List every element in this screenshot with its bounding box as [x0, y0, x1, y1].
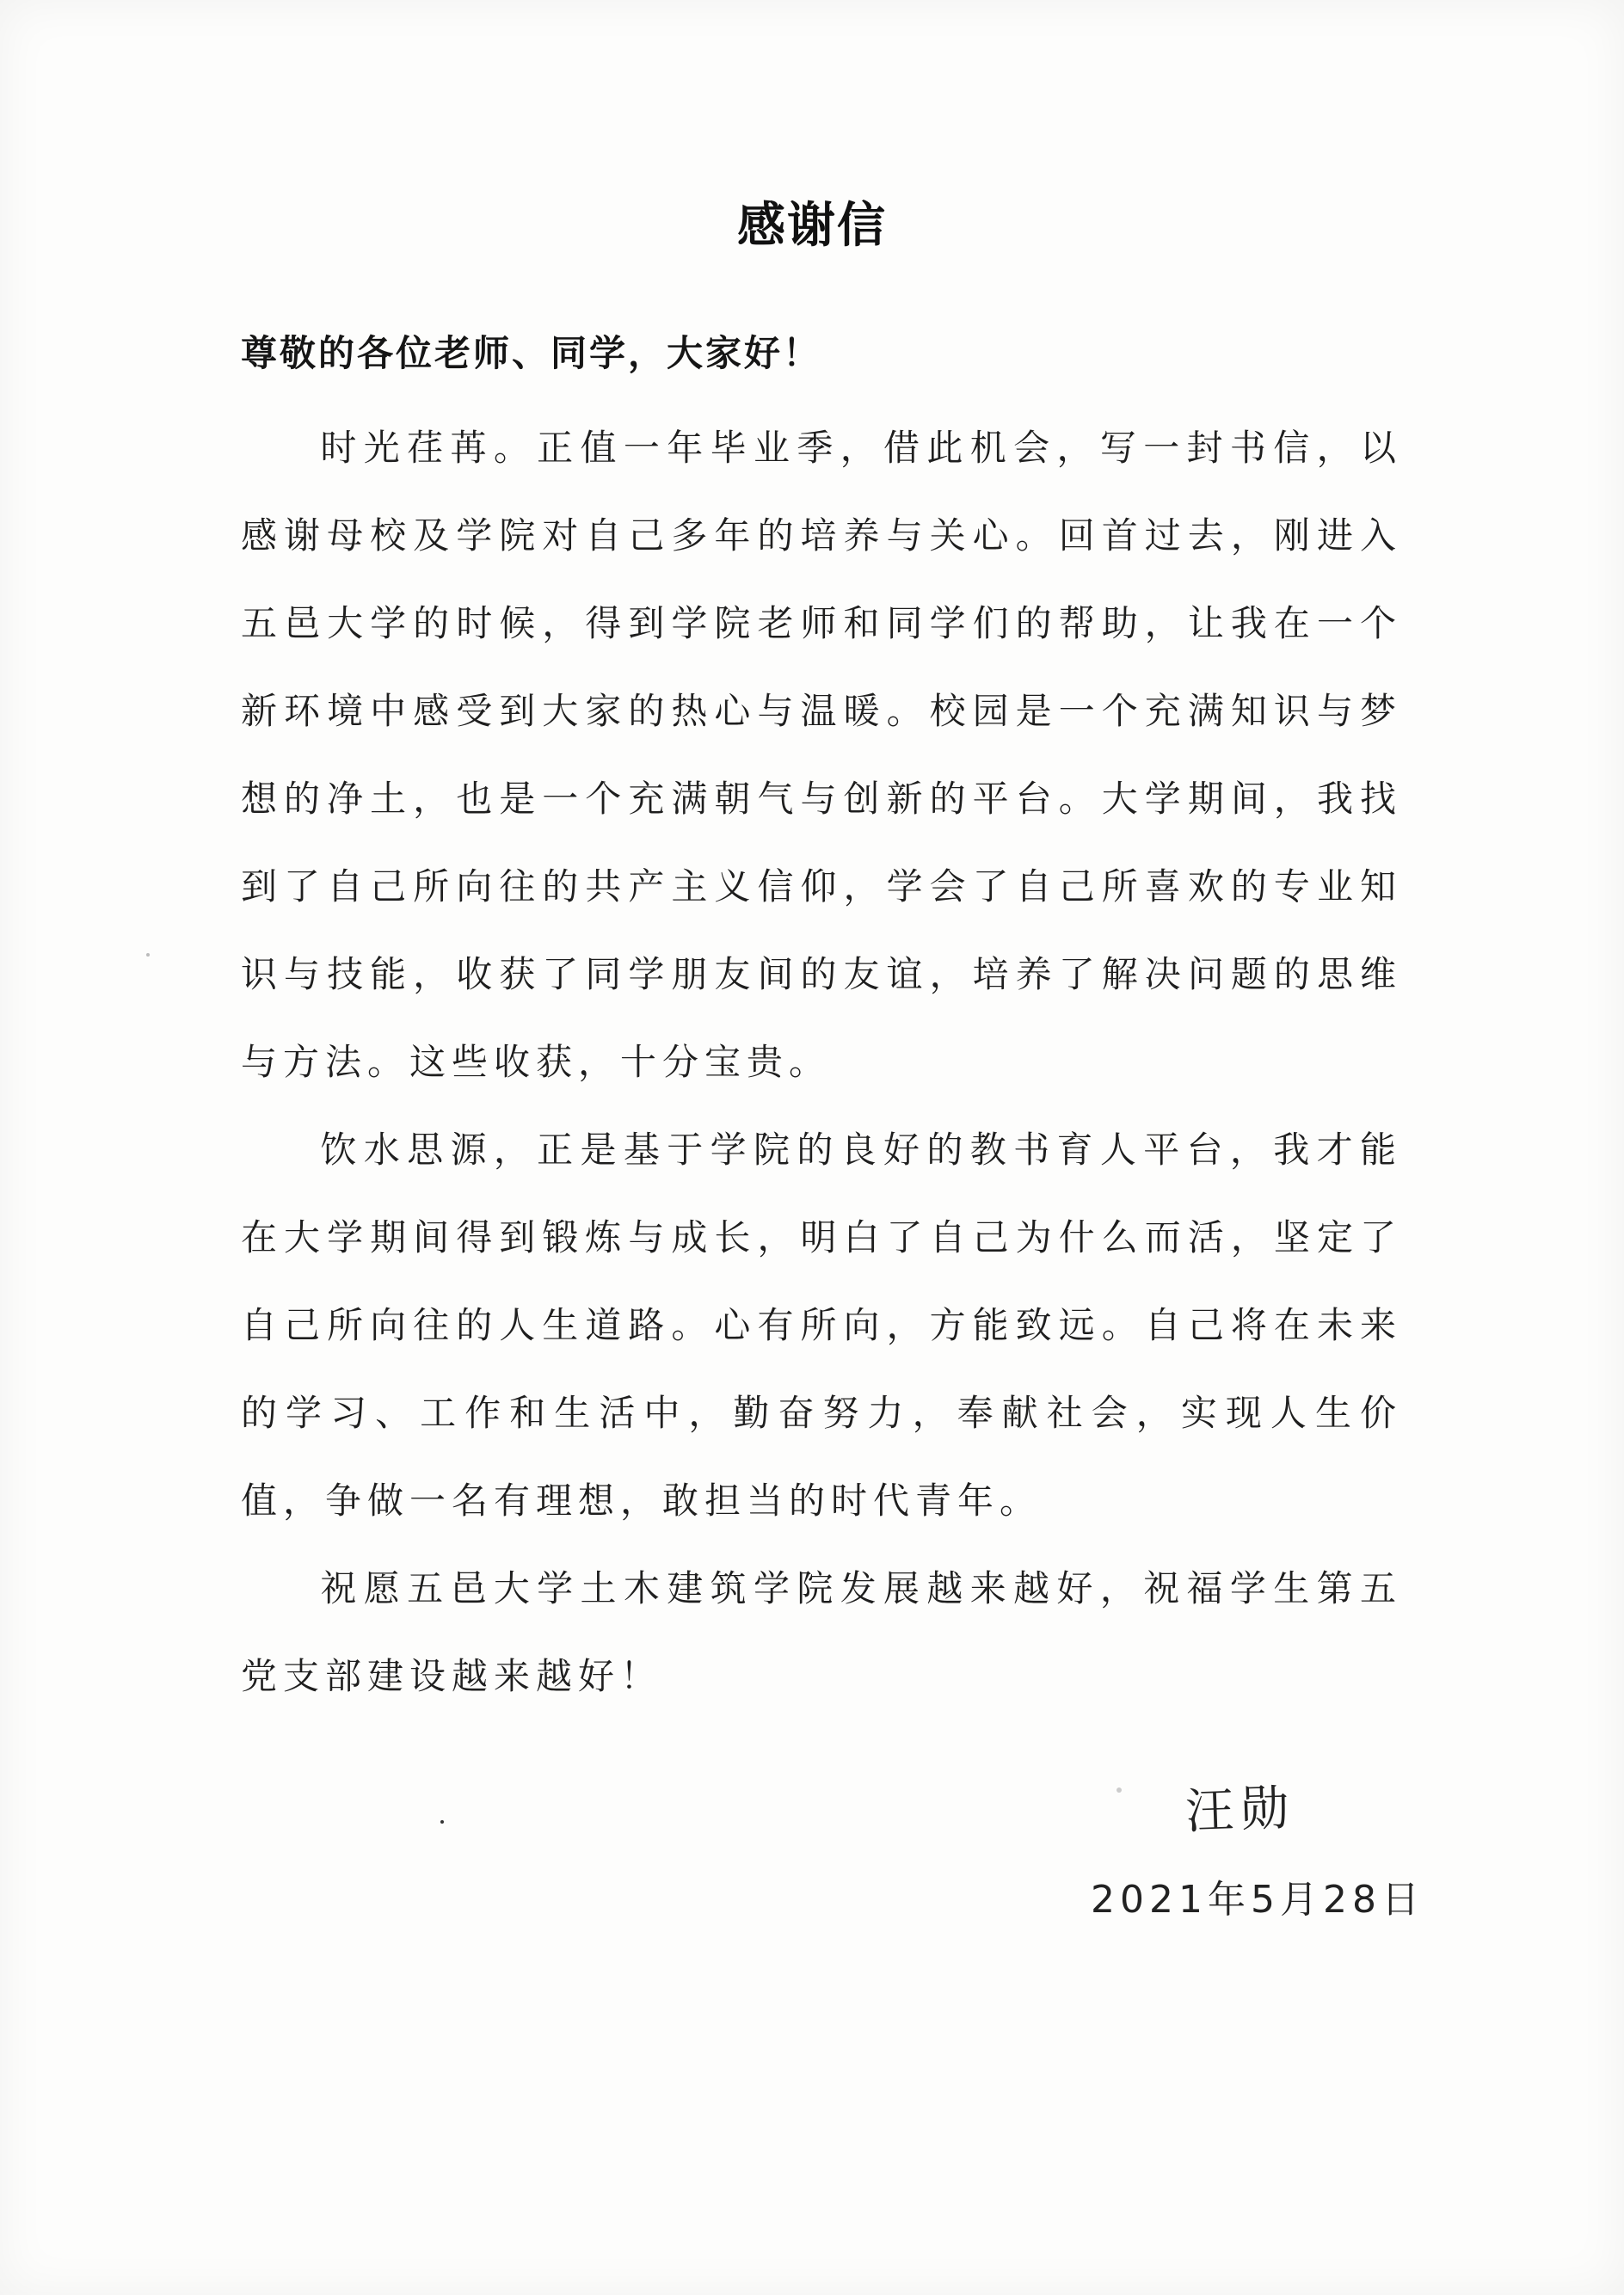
letter-title: 感谢信	[737, 198, 887, 254]
scan-speck	[146, 953, 150, 957]
paragraph-reflection: 饮水思源，正是基于学院的良好的教书育人平台，我才能在大学期间得到锻炼与成长，明白了自己为什么而活，坚定了自己所向往的人生道路。心有所向，方能致远。自己将在未来的学习、工作和生活中，勤奋努力，奉献社会，实现人生价值，争做一名有理想，敢担当的时代青年。	[241, 1129, 1402, 1522]
scan-speck	[440, 1820, 444, 1824]
letter-date: 2021年5月28日	[1091, 1878, 1424, 1922]
paragraph-gratitude: 时光荏苒。正值一年毕业季，借此机会，写一封书信，以感谢母校及学院对自己多年的培养与关心。回首过去，刚进入五邑大学的时候，得到学院老师和同学们的帮助，让我在一个新环境中感受到大家的热心与温暖。校园是一个充满知识与梦想的净土，也是一个充满朝气与创新的平台。大学期间，我找到了自己所向往的共产主义信仰，学会了自己所喜欢的专业知识与技能，收获了同学朋友间的友谊，培养了解决问题的思维与方法。这些收获，十分宝贵。	[241, 427, 1402, 1083]
scan-speck	[1116, 1787, 1122, 1793]
paragraph-wishes: 祝愿五邑大学土木建筑学院发展越来越好，祝福学生第五党支部建设越来越好！	[241, 1567, 1402, 1697]
letter-body	[241, 404, 1402, 1720]
salutation: 尊敬的各位老师、同学，大家好！	[241, 332, 822, 374]
handwritten-signature: 汪勋	[1184, 1780, 1297, 1841]
